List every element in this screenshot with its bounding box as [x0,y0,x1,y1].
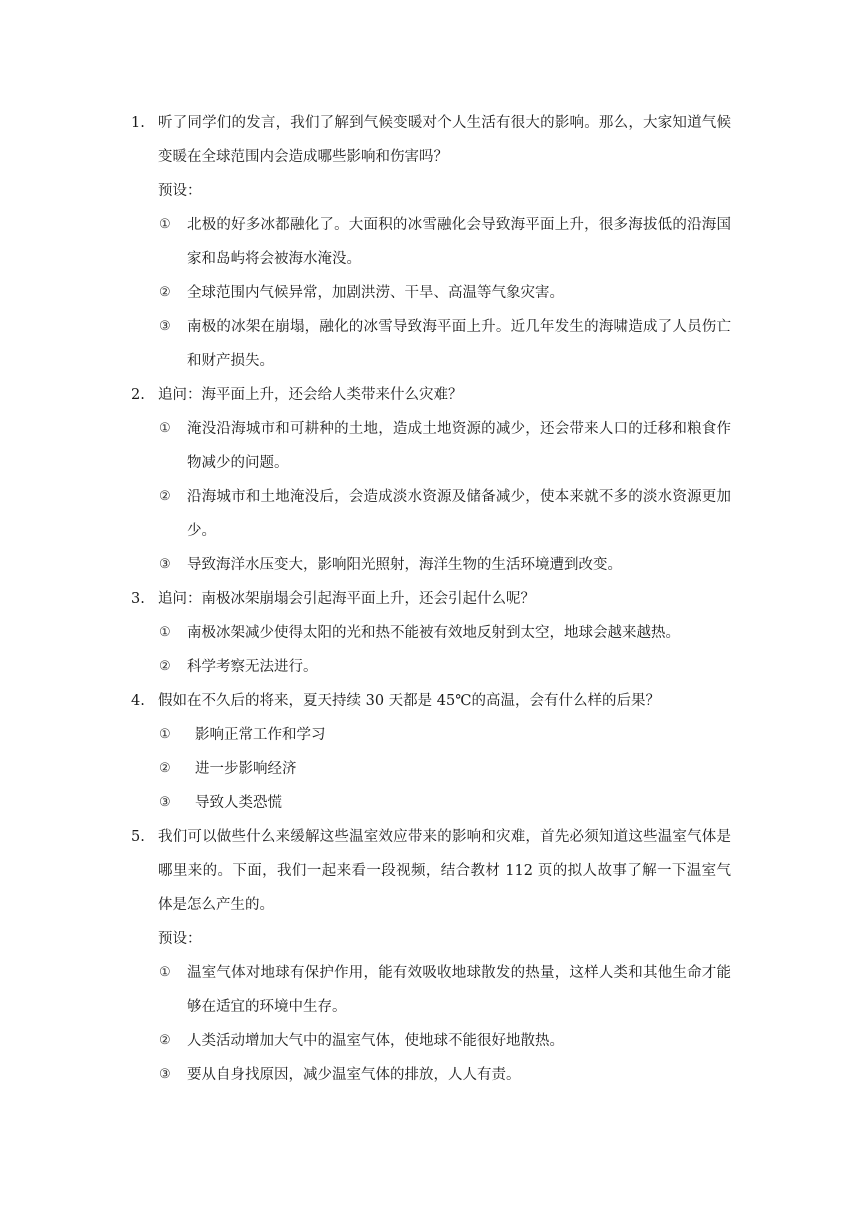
option-text: 淹没沿海城市和可耕种的土地，造成土地资源的减少，还会带来人口的迁移和粮食作物减少的问题。 [187,421,731,471]
question-number: 3. [131,591,145,607]
answer-option [131,786,731,820]
question-5 [131,820,731,922]
preset-label: 预设： [158,183,202,199]
answer-option [131,276,731,310]
option-number: ② [159,285,171,300]
question-number: 5. [131,829,145,845]
option-text: 导致人类恐慌 [195,795,282,811]
answer-option [131,718,731,752]
option-number: ① [159,625,171,640]
option-text: 导致海洋水压变大，影响阳光照射，海洋生物的生活环境遭到改变。 [187,557,622,573]
option-text: 南极的冰架在崩塌，融化的冰雪导致海平面上升。近几年发生的海啸造成了人员伤亡和财产损失。 [187,319,731,369]
answer-option [131,208,731,276]
option-text: 南极冰架减少使得太阳的光和热不能被有效地反射到太空，地球会越来越热。 [187,625,680,641]
answer-option [131,412,731,480]
answer-option [131,1058,731,1092]
answer-option [131,548,731,582]
option-text: 科学考察无法进行。 [187,659,318,675]
option-text: 要从自身找原因，减少温室气体的排放，人人有责。 [187,1067,521,1083]
option-text: 人类活动增加大气中的温室气体，使地球不能很好地散热。 [187,1033,564,1049]
option-text: 进一步影响经济 [195,761,297,777]
question-number: 2. [131,387,145,403]
answer-option [131,310,731,378]
option-number: ① [159,217,171,232]
question-number: 4. [131,693,145,709]
option-text: 北极的好多冰都融化了。大面积的冰雪融化会导致海平面上升，很多海拔低的沿海国家和岛屿将会被海水淹没。 [187,217,731,267]
question-2 [131,378,731,412]
answer-option [131,650,731,684]
option-number: ① [159,727,171,742]
question-3 [131,582,731,616]
answer-option [131,480,731,548]
question-1 [131,106,731,174]
preset-label: 预设： [158,931,202,947]
answer-option [131,752,731,786]
option-number: ① [159,965,171,980]
option-number: ② [159,1033,171,1048]
answer-option [131,616,731,650]
answer-option [131,1024,731,1058]
option-number: ③ [159,557,171,572]
answer-option [131,956,731,1024]
document-body [131,106,731,1092]
option-number: ③ [159,795,171,810]
question-text: 假如在不久后的将来，夏天持续 30 天都是 45℃的高温，会有什么样的后果？ [158,693,660,709]
option-text: 温室气体对地球有保护作用，能有效吸收地球散发的热量，这样人类和其他生命才能够在适宜的环境中生存。 [187,965,731,1015]
option-number: ③ [159,319,171,334]
option-number: ② [159,489,171,504]
question-text: 追问：海平面上升，还会给人类带来什么灾难？ [158,387,463,403]
option-text: 全球范围内气候异常，加剧洪涝、干旱、高温等气象灾害。 [187,285,564,301]
option-text: 沿海城市和土地淹没后，会造成淡水资源及储备减少，使本来就不多的淡水资源更加少。 [187,489,731,539]
option-text: 影响正常工作和学习 [195,727,326,743]
option-number: ① [159,421,171,436]
option-number: ② [159,659,171,674]
question-4 [131,684,731,718]
option-number: ② [159,761,171,776]
question-number: 1. [131,115,145,131]
question-text: 听了同学们的发言，我们了解到气候变暖对个人生活有很大的影响。那么，大家知道气候变暖在全球范围内会造成哪些影响和伤害吗？ [158,115,731,165]
question-text: 我们可以做些什么来缓解这些温室效应带来的影响和灾难，首先必须知道这些温室气体是哪里来的。下面，我们一起来看一段视频，结合教材 112 页的拟人故事了解一下温室气体是怎么产生的。 [158,829,731,913]
question-text: 追问：南极冰架崩塌会引起海平面上升，还会引起什么呢？ [158,591,535,607]
option-number: ③ [159,1067,171,1082]
